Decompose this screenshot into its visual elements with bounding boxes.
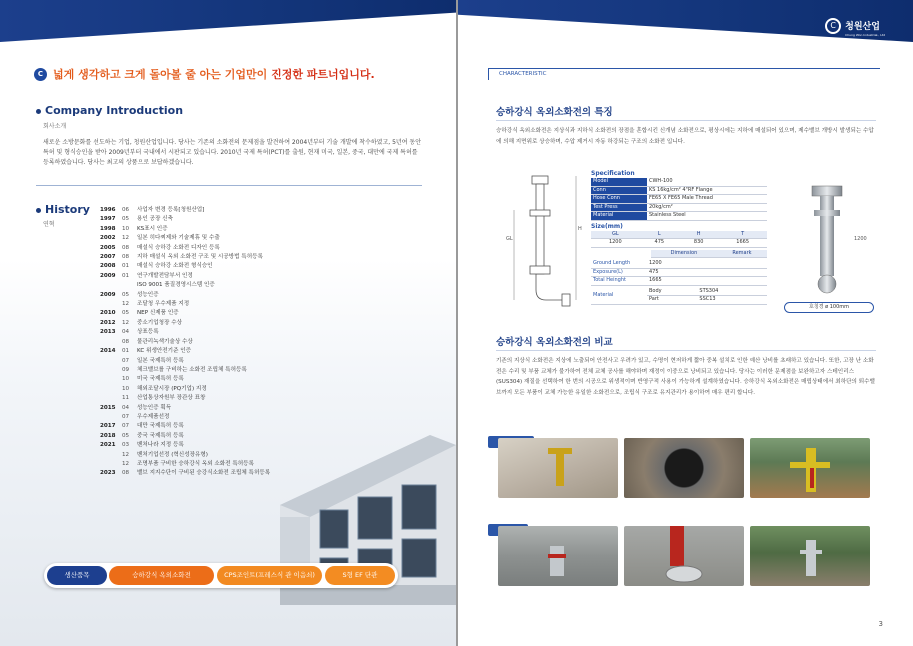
history-event: 중소기업청장 수상	[137, 319, 183, 326]
headline-text: 넓게 생각하고 크게 돌아볼 줄 아는 기업만이	[53, 68, 272, 81]
spec-value: FE65 X FE65 Male Thread	[647, 195, 767, 204]
diagram-h-label: H	[578, 226, 582, 232]
history-row	[100, 319, 400, 328]
history-event: 조달청 우수제품 지정	[137, 301, 190, 308]
history-month: 01	[122, 263, 130, 270]
intro-subtitle: 회사소개	[43, 123, 67, 130]
spec-value: Stainless Steel	[647, 212, 767, 221]
history-subtitle: 연혁	[43, 221, 55, 228]
history-month	[122, 281, 137, 290]
history-year: 2008	[100, 263, 116, 270]
history-month: 10	[122, 376, 130, 383]
material-row	[591, 288, 767, 296]
history-row	[100, 422, 400, 431]
history-event: 일본 국제특허 등록	[137, 357, 184, 364]
headline	[34, 66, 375, 82]
page-number: 3	[878, 620, 883, 628]
dimension-key: Exposure(L)	[591, 268, 647, 277]
history-month: 07	[122, 413, 130, 420]
history-year: 2018	[100, 432, 116, 439]
history-row	[100, 206, 400, 215]
history-row	[100, 272, 400, 281]
size-value: 475	[640, 239, 679, 248]
history-event: 산업통상자원부 장관상 표창	[137, 395, 206, 402]
history-year: 2005	[100, 244, 116, 251]
compare-title: 승하강식 옥외소화전의 비교	[496, 337, 613, 348]
logo-icon: C	[825, 18, 841, 34]
history-event: 연구개발전담부서 인정	[137, 272, 193, 279]
after-photo-2	[624, 526, 744, 586]
feature-text: 승하강식 옥외소화전은 지상식과 지하식 소화전의 장점을 혼합시킨 신개념 소화전으로, 평상시에는 지하에 매설되어 있으며, 제수밸브 개방시 발생되는 수압에 의해 지면위로 상승하며, 수압 제거시 자동 하강되는 구조의 소화전 입니다.	[496, 128, 874, 145]
spec-key: Test Press	[591, 203, 647, 212]
history-year: 1997	[100, 216, 116, 223]
history-year: 2021	[100, 442, 116, 449]
before-photo-1	[498, 438, 618, 498]
history-month: 12	[122, 301, 130, 308]
spec-row	[591, 178, 767, 186]
history-event: 중국 국제특허 등록	[137, 432, 184, 439]
divider	[496, 350, 876, 351]
spec-row	[591, 195, 767, 204]
bullet-icon	[36, 208, 41, 213]
dimension-value: 475	[647, 268, 767, 277]
history-month: 12	[122, 235, 130, 242]
history-row	[100, 366, 400, 375]
history-year: 1996	[100, 207, 116, 213]
history-month: 08	[122, 470, 130, 477]
history-row	[100, 394, 400, 403]
size-table	[591, 231, 767, 248]
history-month: 09	[122, 366, 130, 373]
hydrant-product-image	[784, 180, 874, 300]
history-row	[100, 262, 400, 271]
headline-highlight: 진정한 파트너	[271, 68, 339, 81]
history-event: 벤처기업선정 (혁신성장유형)	[137, 451, 208, 458]
history-row	[100, 215, 400, 224]
history-month: 06	[122, 207, 130, 213]
after-photo-3	[750, 526, 870, 586]
material-part: Part	[647, 296, 697, 305]
history-event: 벤처나라 지정 등록	[137, 442, 184, 449]
before-photo-3	[750, 438, 870, 498]
history-event: KC 위생안전기준 인증	[137, 348, 192, 355]
history-month: 10	[122, 225, 130, 232]
history-year	[100, 300, 122, 309]
intro-text: 새로운 소방문화를 선도하는 기업, 청원산업입니다. 당사는 기존의 소화전의 문제점을 발견하여 2004년부터 기술 개발에 착수하였고, 5년여 동안 특허 및 형식승인을 받아 2009년부터 국내에서 시판되고 있습니다. 2010년 국제 특허(PCT)를 출원, 현재 미국, 일본, 중국, 대만에 국제 특허를 등록하였습니다. 당사는 최고의 상품으로 보답하겠습니다.	[43, 139, 421, 166]
spec-row	[591, 203, 767, 212]
tab-ef-pipe[interactable]: S형 EF 단관	[325, 566, 395, 585]
tab-products[interactable]: 생산품목	[47, 566, 107, 585]
after-photo-1	[498, 526, 618, 586]
material-part: Body	[647, 288, 697, 296]
headline-end: 입니다.	[338, 68, 375, 81]
bullet-icon	[36, 109, 41, 114]
history-event: NEP 신제품 인증	[137, 310, 179, 317]
history-event: 미국 국제특허 등록	[137, 376, 184, 383]
history-month: 08	[122, 254, 130, 261]
before-photo-2	[624, 438, 744, 498]
history-row	[100, 357, 400, 366]
history-event: 조명부품 구비한 승하강식 옥외 소화전 특허등록	[137, 460, 254, 467]
logo-sub: Chung Won Industrial., Ltd	[845, 33, 885, 37]
spec-value: 20kg/cm²	[647, 203, 767, 212]
logo-name: 청원산업	[845, 22, 880, 32]
size-header: GL	[591, 231, 640, 239]
history-year	[100, 385, 122, 394]
history-event: ISO 9001 품질경영시스템 인증	[137, 282, 215, 289]
hydrant-dimension-diagram	[506, 170, 588, 318]
material-value: STS304	[697, 288, 767, 296]
history-row	[100, 234, 400, 243]
history-event: 성능인증 획득	[137, 404, 172, 411]
history-year: 2009	[100, 291, 116, 298]
right-page	[458, 0, 913, 646]
history-month: 08	[122, 338, 130, 345]
spec-key: Conn	[591, 186, 647, 195]
history-year: 2002	[100, 235, 116, 242]
history-event: 지하 매설식 옥외 소화전 구조 및 시공방법 특허등록	[137, 254, 263, 261]
history-month: 12	[122, 319, 130, 326]
history-year: 2013	[100, 329, 116, 336]
history-month: 05	[122, 291, 130, 298]
history-month: 05	[122, 216, 130, 223]
history-year: 2010	[100, 310, 116, 317]
history-month: 12	[122, 460, 130, 467]
history-year	[100, 460, 122, 469]
history-year	[100, 357, 122, 366]
section-label: CHARACTERISTIC	[488, 68, 880, 80]
history-row	[100, 253, 400, 262]
divider	[496, 120, 876, 121]
history-row	[100, 375, 400, 384]
size-value: 1200	[591, 239, 640, 248]
history-row	[100, 225, 400, 234]
history-year: 2015	[100, 404, 116, 411]
history-year	[100, 281, 122, 290]
feature-title: 승하강식 옥외소화전의 특징	[496, 107, 613, 118]
history-year	[100, 413, 122, 422]
history-month: 03	[122, 442, 130, 449]
history-year: 2023	[100, 470, 116, 477]
history-row	[100, 328, 400, 337]
history-year: 2017	[100, 423, 116, 430]
dimension-row	[591, 277, 767, 286]
history-month: 07	[122, 357, 130, 364]
size-header: H	[679, 231, 718, 239]
size-value: 1665	[718, 239, 767, 248]
history-month: 12	[122, 451, 130, 458]
history-row	[100, 338, 400, 347]
dimension-key: Ground Length	[591, 260, 647, 268]
history-title: History	[36, 203, 90, 216]
brand-logo	[825, 14, 885, 37]
history-month: 01	[122, 272, 130, 279]
spec-row	[591, 212, 767, 221]
dimension-rows	[591, 260, 767, 286]
dimension-value: 1200	[647, 260, 767, 268]
product-tabs	[44, 563, 398, 588]
history-event: 체크밸브를 구비하는 소화전 조립체 특허등록	[137, 366, 247, 373]
spec-key: Material	[591, 212, 647, 221]
left-page	[0, 0, 456, 646]
diagram-gl-label: GL	[506, 236, 513, 242]
history-event: 밸브 지지수단이 구비된 승강식소화전 조립체 특허등록	[137, 470, 271, 477]
compare-text: 기존의 지상식 소화전은 지상에 노출되어 안전사고 우려가 있고, 수명이 현저하게 짧아 중복 설치로 인한 예산 낭비를 초래하고 있습니다. 또한, 고장 난 소화전은 수리 및 부품 교체가 불가하여 전체 교체 공사를 해야하며 재정이 이중으로 낭비되고 있습니다. 당사는 이러한 문제점을 보완하고자 스테인리스(SUS304) 재질을 선택하여 한 번의 시공으로 위생적이며 반영구적 사용이 가능하게 설계하였습니다. 승하강식 옥외소화전은 매립상태에서 최하단의 퇴수밸브까지 모든 부품이 교체 가능한 유일한 소화전으로, 조립식 구조로 유지관리가 용이하여 매우 편리 합니다.	[496, 358, 875, 396]
dimension-value: 1665	[647, 277, 767, 286]
top-band	[0, 0, 456, 42]
spec-value: KS 16kg/cm² 4"RF Flange	[647, 186, 767, 195]
history-year: 2007	[100, 254, 116, 261]
history-year	[100, 451, 122, 460]
history-year	[100, 375, 122, 384]
history-row	[100, 413, 400, 422]
history-year: 2014	[100, 348, 116, 355]
history-month: 05	[122, 432, 130, 439]
history-event: 해외조달시장 (PQ기업) 지정	[137, 385, 207, 392]
dimension-table	[651, 250, 767, 259]
product-dimension: 1200	[854, 236, 867, 242]
history-event: 상표등록	[137, 329, 159, 336]
spec-key: Model	[591, 178, 647, 186]
history-event: 일본 히다찌제와 기술제휴 및 수출	[137, 235, 220, 242]
history-row	[100, 244, 400, 253]
material-value: SSC13	[697, 296, 767, 305]
history-year	[100, 338, 122, 347]
spec-row	[591, 186, 767, 195]
dimension-row	[591, 260, 767, 268]
spec-label: Specification	[591, 170, 635, 177]
intro-title: Company Introduction	[36, 104, 183, 117]
spec-value: CWH-100	[647, 178, 767, 186]
dimension-key: Total Heinght	[591, 277, 647, 286]
tab-cps-joint[interactable]: CPS조인트(프레스식 관 이음쇠)	[217, 566, 322, 585]
history-event: 매설식 승하강 소화전 형식승인	[137, 263, 213, 270]
history-row	[100, 281, 400, 290]
company-logo-icon: C	[34, 68, 47, 81]
history-event: 대만 국제특허 등록	[137, 423, 184, 430]
spec-key: Hose Conn	[591, 195, 647, 204]
history-month: 01	[122, 348, 130, 355]
history-year	[100, 366, 122, 375]
material-label: Material	[591, 288, 647, 305]
size-value: 830	[679, 239, 718, 248]
history-event: KS표시 인증	[137, 225, 168, 232]
product-caption: 호칭경 ø 100mm	[784, 302, 874, 313]
history-month: 11	[122, 395, 130, 402]
material-rows	[591, 288, 767, 305]
history-event: 우수제품선정	[137, 413, 170, 420]
specification-block	[591, 170, 767, 307]
divider	[36, 185, 422, 186]
history-year: 2012	[100, 319, 116, 326]
history-month: 08	[122, 244, 130, 251]
history-row	[100, 300, 400, 309]
history-year: 2009	[100, 272, 116, 279]
history-month: 04	[122, 329, 130, 336]
dimension-row	[591, 268, 767, 277]
size-label: Size(mm)	[591, 222, 623, 230]
history-month: 04	[122, 404, 130, 411]
history-row	[100, 309, 400, 318]
history-month: 07	[122, 423, 130, 430]
tab-hydrant[interactable]: 승하강식 옥외소화전	[109, 566, 214, 585]
size-header: T	[718, 231, 767, 239]
history-row	[100, 385, 400, 394]
history-month: 05	[122, 310, 130, 317]
history-row	[100, 291, 400, 300]
dimension-header: Dimension	[651, 250, 717, 258]
history-event: 물관리녹색기술상 수상	[137, 338, 193, 345]
history-year: 1998	[100, 225, 116, 232]
history-event: 사업자 변경 등록[청원산업]	[137, 207, 205, 213]
history-month: 10	[122, 385, 130, 392]
history-event: 매설식 승하강 소화전 디자인 등록	[137, 244, 220, 251]
history-event: 성능인증	[137, 291, 159, 298]
history-event: 용인 공장 신축	[137, 216, 173, 223]
remark-header: Remark	[717, 250, 767, 258]
history-row	[100, 404, 400, 413]
history-year	[100, 394, 122, 403]
spec-table	[591, 178, 767, 221]
history-row	[100, 347, 400, 356]
size-header: L	[640, 231, 679, 239]
